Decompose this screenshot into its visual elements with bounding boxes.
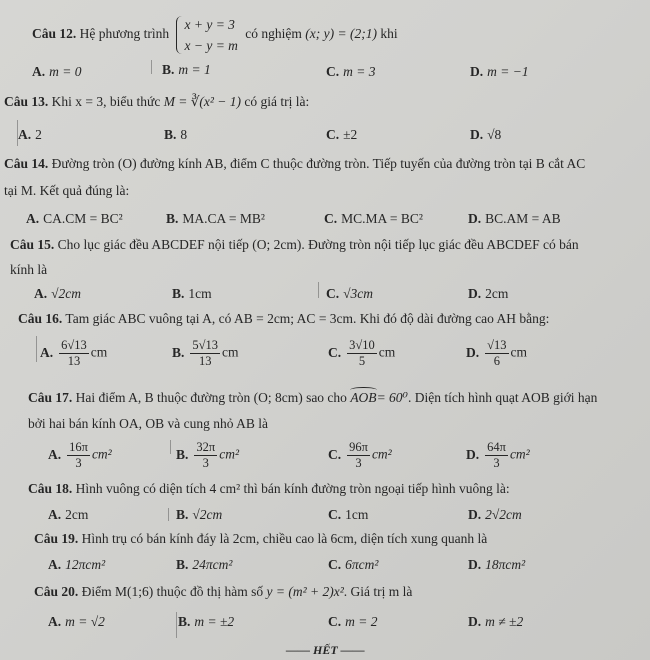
option-a[interactable]: A. CA.CM = BC² <box>26 211 123 226</box>
option-b[interactable]: B. $\frac{32\pi}{3}$ cm² <box>176 440 239 470</box>
option-a[interactable]: A. $\frac{6√13}{13}$ cm <box>40 338 108 368</box>
question-20 <box>34 584 412 600</box>
option-c[interactable]: C. 6πcm² <box>328 557 379 572</box>
equation-system <box>176 14 237 56</box>
question-14 <box>4 156 585 172</box>
option-b[interactable]: B. 8 <box>164 127 188 142</box>
question-number: Câu 17. <box>28 390 73 405</box>
option-d[interactable]: D. √8 <box>470 127 502 142</box>
question-number: Câu 15. <box>10 237 55 252</box>
question-number: Câu 19. <box>34 531 79 546</box>
question-text: Khi x = 3, biểu thức <box>51 94 161 109</box>
option-a[interactable]: A. m = √2 <box>48 614 105 629</box>
pen-mark <box>170 440 171 454</box>
formula: M = ∛(x² − 1) <box>163 94 242 109</box>
option-a[interactable]: A. 2cm <box>48 507 89 522</box>
option-d[interactable]: D. m ≠ ±2 <box>468 614 524 629</box>
question-12 <box>32 14 398 56</box>
equation-2: x − y = m <box>184 38 238 53</box>
question-text: Hệ phương trình <box>79 26 170 42</box>
option-c[interactable]: C. MC.MA = BC² <box>324 211 423 226</box>
option-d[interactable]: D. 2cm <box>468 286 509 301</box>
pen-mark <box>151 60 152 74</box>
question-19 <box>34 531 487 547</box>
angle-value: = 60⁰ <box>376 390 408 405</box>
option-b[interactable]: B. $\frac{5√13}{13}$ cm <box>172 338 239 368</box>
formula: y = (m² + 2)x² <box>266 584 344 599</box>
option-b[interactable]: B. m = 1 <box>162 62 211 77</box>
pen-mark <box>176 612 177 638</box>
question-text: Đường tròn (O) đường kính AB, điểm C thuộc đường tròn. Tiếp tuyến của đường tròn tại B cắt AC <box>51 156 586 171</box>
question-text: Tam giác ABC vuông tại A, có AB = 2cm; AC = 3cm. Khi đó độ dài đường cao AH bằng: <box>65 311 550 326</box>
solution: (x; y) = (2;1) <box>305 26 377 42</box>
option-d[interactable]: D. 2√2cm <box>468 507 522 522</box>
question-text: Điểm M(1;6) thuộc đồ thị hàm số <box>81 584 264 599</box>
option-b[interactable]: B. 1cm <box>172 286 212 301</box>
option-c[interactable]: C. m = 3 <box>326 64 376 79</box>
angle-aob: AOB <box>350 390 377 405</box>
option-b[interactable]: B. MA.CA = MB² <box>166 211 265 226</box>
option-d[interactable]: D. 18πcm² <box>468 557 526 572</box>
question-14-line-2: tại M. Kết quả đúng là: <box>4 183 130 198</box>
question-13 <box>4 94 309 110</box>
question-18 <box>28 481 510 497</box>
question-16 <box>18 311 549 327</box>
question-number: Câu 12. <box>32 26 77 42</box>
option-d[interactable]: D. m = −1 <box>470 64 529 79</box>
question-number: Câu 13. <box>4 94 49 109</box>
option-b[interactable]: B. √2cm <box>176 507 223 522</box>
question-number: Câu 16. <box>18 311 63 326</box>
equation-1: x + y = 3 <box>184 17 235 32</box>
option-a[interactable]: A. 12πcm² <box>48 557 106 572</box>
option-b[interactable]: B. m = ±2 <box>178 614 235 629</box>
option-c[interactable]: C. $\frac{96\pi}{3}$ cm² <box>328 440 392 470</box>
pen-mark <box>36 336 37 362</box>
question-17 <box>28 390 597 406</box>
question-15-line-2: kính là <box>10 262 48 277</box>
option-c[interactable]: C. $\frac{3√10}{5}$ cm <box>328 338 396 368</box>
question-text: Hình trụ có bán kính đáy là 2cm, chiều cao là 6cm, diện tích xung quanh là <box>81 531 488 546</box>
question-text: . Giá trị m là <box>343 584 413 599</box>
pen-mark <box>168 508 169 521</box>
question-15 <box>10 237 579 253</box>
question-text: Hai điểm A, B thuộc đường tròn (O; 8cm) sao cho <box>75 390 347 405</box>
question-text: Hình vuông có diện tích 4 cm² thì bán kính đường tròn ngoại tiếp hình vuông là: <box>75 481 510 496</box>
option-d[interactable]: D. $\frac{64\pi}{3}$ cm² <box>466 440 530 470</box>
question-text: khi <box>380 26 398 42</box>
question-text: Cho lục giác đều ABCDEF nội tiếp (O; 2cm). Đường tròn nội tiếp lục giác đều ABCDEF có bán <box>57 237 579 252</box>
option-c[interactable]: C. ±2 <box>326 127 358 142</box>
end-marker: —— HẾT —— <box>286 643 365 657</box>
option-c[interactable]: C. 1cm <box>328 507 369 522</box>
option-c[interactable]: C. √3cm <box>326 286 374 301</box>
pen-mark <box>17 120 18 146</box>
option-a[interactable]: A. √2cm <box>34 286 82 301</box>
option-d[interactable]: D. BC.AM = AB <box>468 211 561 226</box>
option-d[interactable]: D. $\frac{√13}{6}$ cm <box>466 338 527 368</box>
question-text: . Diện tích hình quạt AOB giới hạn <box>407 390 598 405</box>
question-text: có nghiệm <box>245 26 302 42</box>
question-number: Câu 20. <box>34 584 79 599</box>
option-a[interactable]: A. m = 0 <box>32 64 82 79</box>
option-a[interactable]: A. $\frac{16\pi}{3}$ cm² <box>48 440 112 470</box>
pen-mark <box>318 282 319 298</box>
option-a[interactable]: A. 2 <box>18 127 42 142</box>
option-c[interactable]: C. m = 2 <box>328 614 378 629</box>
question-17-line-2: bởi hai bán kính OA, OB và cung nhỏ AB là <box>28 416 268 431</box>
question-number: Câu 18. <box>28 481 73 496</box>
option-b[interactable]: B. 24πcm² <box>176 557 233 572</box>
question-text: có giá trị là: <box>244 94 310 109</box>
question-number: Câu 14. <box>4 156 49 171</box>
